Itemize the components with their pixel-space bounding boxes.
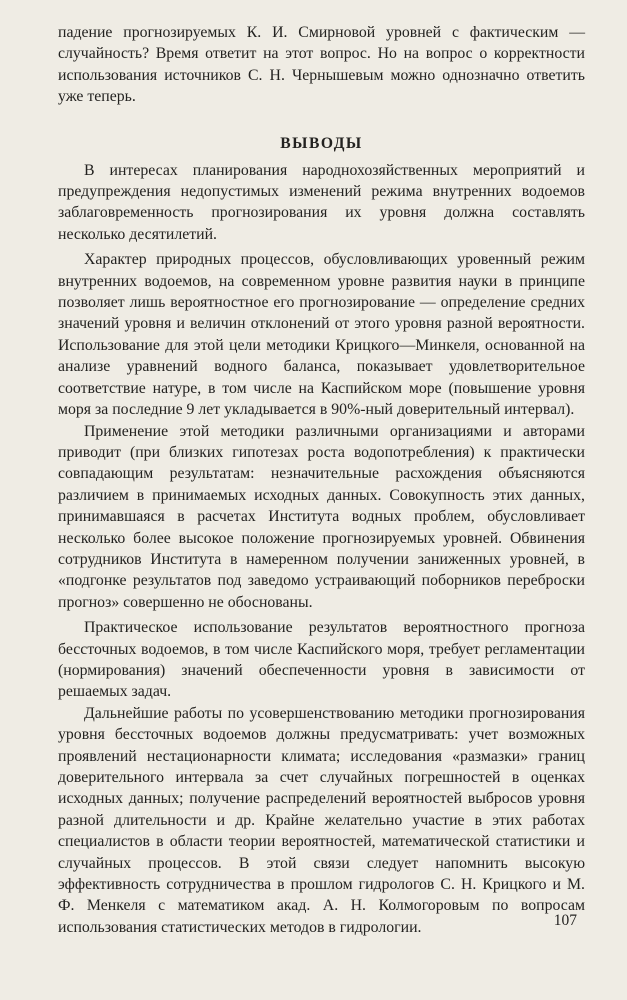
opening-paragraph: падение прогнозируемых К. И. Смирновой уровней с фактическим — случайность? Время ответит на этот вопрос. Но на вопрос о корректности использования источников С. Н. Чернышевым можно однозначно ответить уже теперь. (58, 24, 585, 106)
section-heading: ВЫВОДЫ (280, 134, 363, 152)
page-number: 107 (553, 912, 577, 929)
paragraph-method-application: Применение этой методики различными организациями и авторами приводит (при близких гипотезах роста водопотребления) к практически совпадающим результатам: незначительные расхождения объясняются различием в принимаемых исходных данных. Совокупность этих данных, принимавшаяся в расчетах Института водных проблем, обусловливает несколько более высокое положение прогнозируемых уровней. Обвинения сотрудников Института в намеренном получении заниженных уровней, в «подгонке результатов под заведомо устраивающий поборников переброски прогноз» совершенно не обоснованы. (58, 422, 585, 611)
text-body (58, 22, 585, 938)
paragraph-further-work: Дальнейшие работы по усовершенствованию методики прогнозирования уровня бессточных водоемов должны предусматривать: учет возможных проявлений нестационарности климата; исследования «размазки» границ доверительного интервала за счет случайных погрешностей в оценках исходных данных; получение распределений вероятностей выбросов уровня разной длительности и др. Крайне желательно участие в этих работах специалистов в области теории вероятностей, математической статистики и случайных процессов. В этой связи следует напомнить высокую эффективность сотрудничества в прошлом гидрологов С. Н. Крицкого и М. Ф. Менкеля с математиком акад. А. Н. Колмогоровым по вопросам использования статистических методов в гидрологии. (58, 704, 585, 936)
paragraph-planning: В интересах планирования народнохозяйственных мероприятий и предупреждения недопустимых изменений режима внутренних водоемов заблаговременность прогнозирования их уровня должна составлять несколько десятилетий. (58, 161, 585, 243)
paragraph-practical-use: Практическое использование результатов вероятностного прогноза бессточных водоемов, в том числе Каспийского моря, требует регламентации (нормирования) значений обеспеченности уровня в зависимости от решаемых задач. (58, 619, 585, 701)
paragraph-natural-processes: Характер природных процессов, обусловливающих уровенный режим внутренних водоемов, на современном уровне развития науки в принципе позволяет лишь вероятностное его прогнозирование — определение средних значений уровня и величин отклонений от этого уровня разной вероятности. Использование для этой цели методики Крицкого—Минкеля, основанной на анализе уравнений водного баланса, показывает удовлетворительное соответствие натуре, в том числе на Каспийском море (повышение уровня моря за последние 9 лет укладывается в 90%-ный доверительный интервал). (58, 251, 585, 419)
